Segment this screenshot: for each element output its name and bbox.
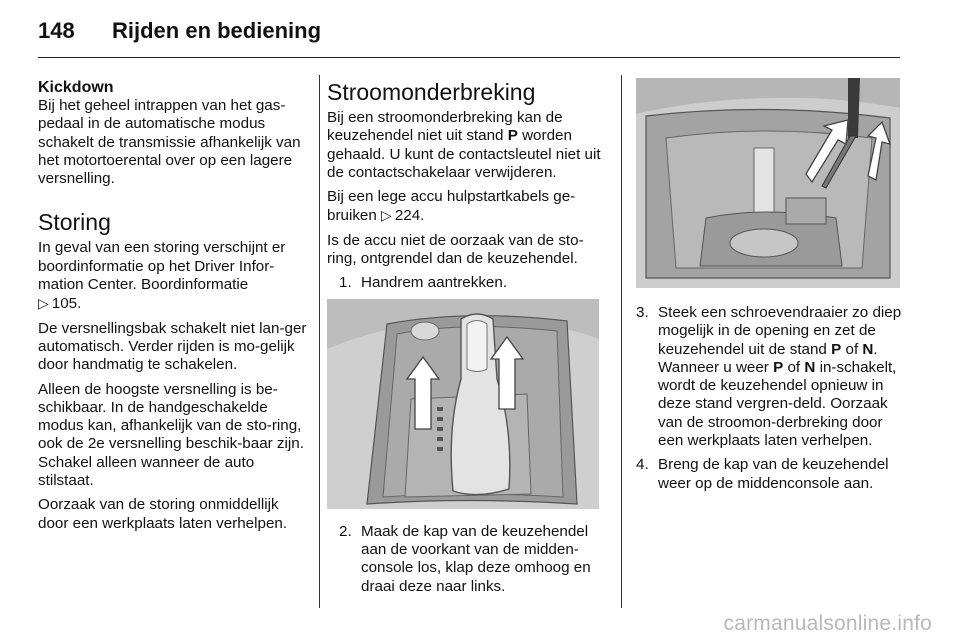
gear-position-p: P: [507, 127, 518, 145]
gear-lever-illustration: [327, 299, 599, 509]
column-divider: [319, 75, 320, 608]
gear-position-n: N: [862, 340, 874, 358]
column-2: [327, 78, 607, 602]
step-text: Breng de kap van de keuzehendel weer op de middenconsole aan.: [658, 456, 889, 492]
arrow-ref-icon: ▷: [38, 295, 49, 312]
column-3: [636, 78, 904, 499]
stroom-paragraph-2: [327, 188, 607, 226]
page-header: [38, 18, 321, 44]
watermark: carmanualsonline.info: [723, 612, 932, 635]
step-1: [327, 274, 607, 292]
storing-paragraph-4: Oorzaak van de storing onmiddellijk door een werkplaats laten verhelpen.: [38, 496, 288, 532]
stroom-p2-text: Bij een lege accu hulpstartkabels ge-bruiken: [327, 188, 576, 225]
storing-paragraph-3: Alleen de hoogste versnelling is be-schikbaar. In de handgeschakelde modus kan, afhankelijk van de sto-ring, ook de 2e versnelling beschik-baar zijn. Schakel alleen wanneer de auto stilstaat.: [38, 380, 304, 490]
kickdown-text: Bij het geheel intrappen van het gas-pedaal in de automatische modus schakelt de transmissie afhankelijk van het motortoerental over op een lagere versnelling.: [38, 97, 301, 188]
page-title: Rijden en bediening: [112, 18, 322, 43]
screwdriver-illustration: [636, 78, 900, 288]
step-3: [636, 304, 904, 450]
step-2: [327, 523, 607, 596]
step-text: Maak de kap van de keuzehendel aan de voorkant van de midden-console los, klap deze omhoog en draai deze naar links.: [361, 522, 591, 595]
step-number: 1.: [339, 274, 352, 292]
storing-paragraph-2: De versnellingsbak schakelt niet lan-ger automatisch. Verder rijden is mo-gelijk door handmatig te schakelen.: [38, 319, 307, 374]
page-reference-link[interactable]: 105.: [51, 295, 82, 313]
step-4: [636, 456, 904, 493]
kickdown-heading: Kickdown: [38, 79, 114, 96]
step-number: 2.: [339, 522, 352, 540]
header-rule: [38, 57, 900, 58]
step-text: Handrem aantrekken.: [361, 274, 508, 292]
stroom-heading: Stroomonderbreking: [327, 79, 536, 105]
stroom-p1-text-end: worden gehaald. U kunt de contactsleutel niet uit de contactschakelaar verwijderen.: [327, 127, 601, 181]
gear-position-p: P: [773, 358, 784, 376]
storing-paragraph-1: [38, 239, 310, 313]
stroom-paragraph-1: [327, 109, 607, 182]
arrow-ref-icon: ▷: [381, 207, 392, 224]
column-divider: [621, 75, 622, 608]
column-1: [38, 78, 310, 539]
page-reference-link[interactable]: 224.: [394, 207, 425, 225]
gear-position-n: N: [804, 358, 816, 376]
gear-position-p: P: [831, 340, 842, 358]
stroom-paragraph-3: Is de accu niet de oorzaak van de sto-ring, ontgrendel dan de keuzehendel.: [327, 231, 584, 268]
storing-heading: Storing: [38, 209, 111, 236]
storing-p1-text: In geval van een storing verschijnt er boordinformatie op het Driver Infor-mation Center. Boordinformatie: [38, 239, 286, 294]
stroom-p1-text: Bij een stroomonderbreking kan de keuzehendel niet uit stand: [327, 109, 563, 145]
step-number: 4.: [636, 456, 649, 474]
step-number: 3.: [636, 304, 649, 321]
step-text: Steek een schroevendraaier zo diep mogelijk in de opening en zet de keuzehendel uit de stand P of N. Wanneer u weer P of N in-schakelt, wordt de keuzehendel opnieuw in deze stand vergren-deld. Oorzaak van de stroomon-derbreking door een werkplaats laten verhelpen.: [658, 304, 902, 450]
page-number: 148: [38, 18, 75, 43]
